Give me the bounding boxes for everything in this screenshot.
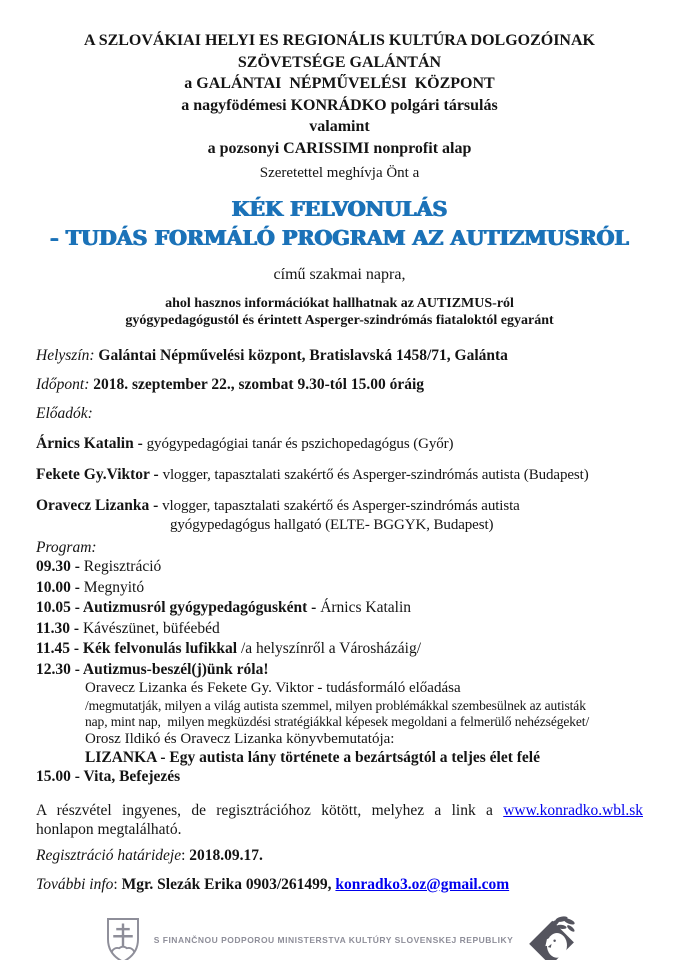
program-item-bold: 10.05 - Autizmusról gyógypedagógusként - bbox=[36, 599, 321, 616]
speaker-row bbox=[36, 496, 643, 535]
contact-row bbox=[36, 875, 643, 895]
event-title bbox=[36, 195, 643, 253]
organizer-line-2: SZÖVETSÉGE GALÁNTÁN bbox=[237, 53, 442, 71]
registration-text: A részvétel ingyenes, de regisztrációhoz kötött, melyhez a link a bbox=[36, 801, 493, 819]
program-detail-line: nap, mint nap, milyen megküzdési stratégiákkal képesek megoldani a felmerülő nehézségeket/ bbox=[85, 714, 590, 729]
lead-block bbox=[36, 296, 643, 329]
lead-line-1: ahol hasznos információkat hallhatnak az AUTIZMUS-ról bbox=[165, 296, 514, 311]
program-item-text: Kávészünet, büféebéd bbox=[82, 619, 220, 637]
organizer-line-3: a GALÁNTAI NÉPMŰVELÉSI KÖZPONT bbox=[184, 75, 495, 92]
organizer-line-1: A SZLOVÁKIAI HELYI ES REGIONÁLIS KULTÚRA DOLGOZÓINAK bbox=[84, 32, 595, 49]
event-title-line-2: - TUDÁS FORMÁLÓ PROGRAM AZ AUTIZMUSRÓL bbox=[50, 226, 629, 250]
book-title: LIZANKA - Egy autista lány története a bezártságtól a teljes élet felé bbox=[85, 749, 540, 766]
program-item-bold: 12.30 - Autizmus-beszél(j)ünk róla! bbox=[36, 660, 269, 678]
program-item bbox=[36, 619, 643, 640]
contact-value: Mgr. Slezák Erika 0903/261499, bbox=[121, 875, 336, 893]
program-item-text: Megnyitó bbox=[83, 578, 145, 596]
program-item-bold: 10.00 - bbox=[36, 578, 84, 596]
registration-link[interactable]: www.konradko.wbl.sk bbox=[503, 801, 643, 819]
deadline-row bbox=[36, 846, 643, 865]
organizer-line-6: a pozsonyi CARISSIMI nonprofit alap bbox=[207, 139, 472, 157]
datetime-label: Időpont: bbox=[36, 376, 90, 393]
program-detail-block bbox=[36, 680, 643, 767]
speaker-name: Oravecz Lizanka - bbox=[36, 497, 163, 514]
deadline-label: Regisztráció határideje bbox=[36, 846, 182, 864]
registration-line-1 bbox=[36, 801, 643, 820]
speaker-name: Árnics Katalin - bbox=[36, 435, 147, 452]
program-item-text: Árnics Katalin bbox=[320, 599, 412, 616]
lead-line-2: gyógypedagógustól és érintett Asperger-szindrómás fiataloktól egyaránt bbox=[125, 312, 554, 328]
detail-datetime bbox=[36, 376, 643, 394]
speaker-desc: gyógypedagógiai tanár és pszichopedagógus (Győr) bbox=[146, 436, 454, 452]
contact-label: További info bbox=[36, 875, 114, 893]
deadline-value: 2018.09.17. bbox=[189, 846, 263, 864]
registration-line-2: honlapon megtalálható. bbox=[36, 820, 182, 838]
program-item-bold: 09.30 - bbox=[36, 558, 84, 575]
speaker-desc: vlogger, tapasztalati szakértő és Asperger-szindrómás autista bbox=[162, 498, 520, 514]
program-item-text: /a helyszínről a Városházáig/ bbox=[240, 640, 422, 657]
program-item-bold: 11.30 - bbox=[36, 619, 83, 637]
detail-location bbox=[36, 347, 643, 365]
slovak-coat-of-arms-icon bbox=[102, 913, 144, 960]
event-subtitle: című szakmai napra, bbox=[273, 266, 406, 283]
program-detail-line: Oravecz Lizanka és Fekete Gy. Viktor - tudásformáló előadása bbox=[85, 680, 461, 696]
footer-support-text: S FINANČNOU PODPOROU MINISTERSTVA KULTÚRY SLOVENSKEJ REPUBLIKY bbox=[153, 934, 514, 945]
program-item-closing bbox=[36, 767, 643, 788]
contact-email-link[interactable]: konradko3.oz@gmail.com bbox=[335, 875, 510, 893]
organizers-block bbox=[36, 30, 643, 159]
program-item-text: Regisztráció bbox=[83, 558, 162, 575]
footer-sponsors bbox=[36, 911, 643, 960]
program-item-bold: 15.00 - Vita, Befejezés bbox=[36, 768, 181, 785]
detail-speakers-heading bbox=[36, 405, 643, 423]
program-heading: Program: bbox=[36, 539, 97, 556]
organizer-line-5: valamint bbox=[309, 118, 370, 135]
speaker-desc-line2: gyógypedagógus hallgató (ELTE- BGGYK, Budapest) bbox=[170, 517, 494, 533]
deadline-separator: : bbox=[181, 846, 190, 864]
ministry-of-culture-logo-icon bbox=[523, 911, 577, 960]
program-item bbox=[36, 639, 643, 660]
datetime-value: 2018. szeptember 22., szombat 9.30-tól 15.00 óráig bbox=[93, 376, 425, 393]
speaker-desc: vlogger, tapasztalati szakértő és Asperger-szindrómás autista (Budapest) bbox=[162, 467, 589, 483]
program-item bbox=[36, 557, 643, 578]
speaker-row bbox=[36, 465, 643, 485]
speaker-row bbox=[36, 434, 643, 454]
invitation-line: Szeretettel meghívja Önt a bbox=[259, 165, 420, 181]
event-title-line-1: KÉK FELVONULÁS bbox=[231, 197, 448, 221]
program-item-bold: 11.45 - Kék felvonulás lufikkal bbox=[36, 640, 241, 657]
program-item bbox=[36, 660, 643, 681]
program-detail-line: /megmutatják, milyen a világ autista szemmel, milyen problémákkal szembesülnek az autisták bbox=[85, 697, 586, 713]
location-value: Galántai Népművelési központ, Bratislavská 1458/71, Galánta bbox=[98, 347, 508, 364]
speakers-label: Előadók: bbox=[36, 405, 93, 422]
program-detail-line: Orosz Ildikó és Oravecz Lizanka könyvbemutatója: bbox=[85, 730, 395, 747]
contact-separator: : bbox=[113, 875, 122, 893]
registration-paragraph bbox=[36, 801, 643, 839]
location-label: Helyszín: bbox=[36, 347, 95, 364]
speaker-name: Fekete Gy.Viktor - bbox=[36, 466, 163, 483]
organizer-line-4: a nagyfödémesi KONRÁDKO polgári társulás bbox=[181, 96, 498, 114]
program-item bbox=[36, 598, 643, 619]
program-item bbox=[36, 578, 643, 599]
